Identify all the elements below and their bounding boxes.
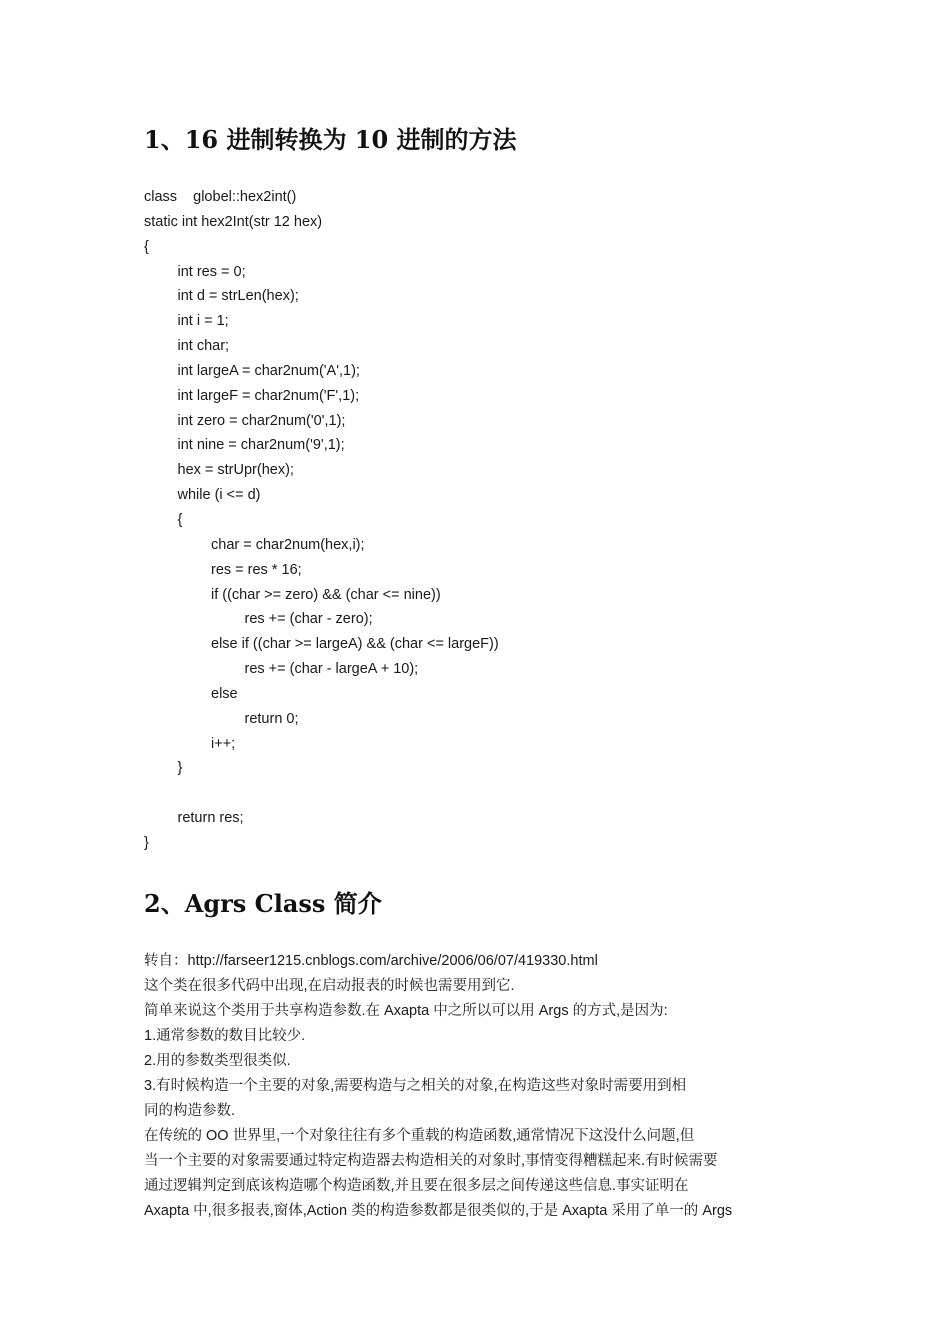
- code-line: char = char2num(hex,i);: [211, 536, 365, 553]
- paragraph-line: 在传统的 OO 世界里,一个对象往往有多个重载的构造函数,通常情况下这没什么问题,但: [144, 1128, 695, 1144]
- code-line: int d = strLen(hex);: [177, 288, 299, 305]
- code-line: while (i <= d): [177, 487, 261, 504]
- code-line: res = res * 16;: [211, 561, 302, 578]
- paragraph-line: Axapta 中,很多报表,窗体,Action 类的构造参数都是很类似的,于是 Axapta 采用了单一的 Args: [144, 1203, 733, 1219]
- code-line: return 0;: [244, 710, 299, 727]
- code-line: hex = strUpr(hex);: [177, 462, 294, 479]
- code-line: int res = 0;: [177, 263, 246, 280]
- code-line: {: [177, 511, 183, 528]
- section2-heading: 2、Agrs Class 简介: [144, 889, 382, 918]
- paragraph-line: 1.通常参数的数目比较少.: [144, 1028, 306, 1044]
- code-line: static int hex2Int(str 12 hex): [144, 213, 323, 230]
- code-line: int largeF = char2num('F',1);: [177, 387, 360, 404]
- section2-body: [144, 949, 814, 1224]
- code-line: {: [144, 238, 149, 255]
- paragraph-line: 转自：http://farseer1215.cnblogs.com/archive/2006/06/07/419330.html: [144, 953, 598, 969]
- code-line: res += (char - zero);: [244, 611, 373, 628]
- code-line: int zero = char2num('0',1);: [177, 412, 346, 429]
- code-line: int largeA = char2num('A',1);: [177, 362, 360, 379]
- code-line: if ((char >= zero) && (char <= nine)): [211, 586, 441, 603]
- code-line: else if ((char >= largeA) && (char <= largeF)): [211, 636, 499, 653]
- code-line: [144, 781, 804, 806]
- code-line: int char;: [177, 338, 230, 355]
- code-line: return res;: [177, 810, 244, 827]
- paragraph-line: 这个类在很多代码中出现,在启动报表的时候也需要用到它.: [144, 978, 515, 994]
- code-block: [144, 185, 804, 856]
- paragraph-line: 简单来说这个类用于共享构造参数.在 Axapta 中之所以可以用 Args 的方式,是因为:: [144, 1003, 668, 1019]
- code-line: }: [144, 834, 149, 851]
- code-line: }: [177, 760, 183, 777]
- code-line: class globel::hex2int(): [144, 189, 297, 205]
- code-line: int i = 1;: [177, 313, 229, 330]
- paragraph-line: 当一个主要的对象需要通过特定构造器去构造相关的对象时,事情变得糟糕起来.有时候需要: [144, 1153, 718, 1169]
- code-line: int nine = char2num('9',1);: [177, 437, 345, 454]
- code-line: i++;: [211, 735, 236, 752]
- code-line: else: [211, 685, 238, 702]
- paragraph-line: 2.用的参数类型很类似.: [144, 1053, 291, 1069]
- paragraph-line: 同的构造参数.: [144, 1103, 236, 1119]
- paragraph-line: 通过逻辑判定到底该构造哪个构造函数,并且要在很多层之间传递这些信息.事实证明在: [144, 1178, 689, 1194]
- code-line: res += (char - largeA + 10);: [244, 661, 419, 678]
- paragraph-line: 3.有时候构造一个主要的对象,需要构造与之相关的对象,在构造这些对象时需要用到相: [144, 1078, 687, 1094]
- section1-heading: 1、16 进制转换为 10 进制的方法: [144, 125, 517, 154]
